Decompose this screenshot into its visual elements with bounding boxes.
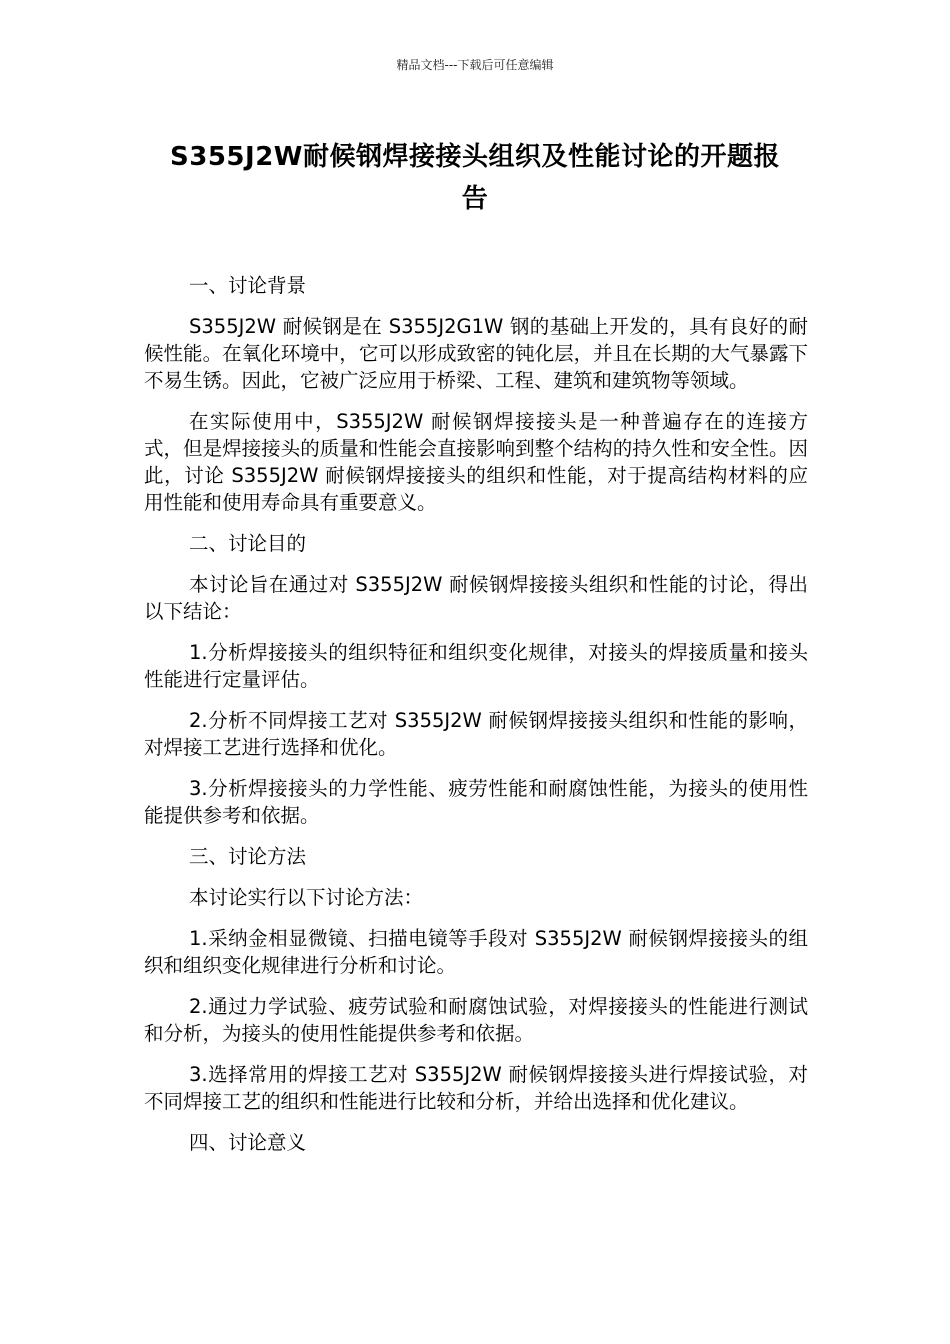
list-item: 3.分析焊接接头的力学性能、疲劳性能和耐腐蚀性能，为接头的使用性能提供参考和依据。 <box>144 777 808 827</box>
document-body <box>144 272 808 1170</box>
document-title <box>140 136 810 220</box>
paragraph: 在实际使用中，S355J2W 耐候钢焊接接头是一种普遍存在的连接方式，但是焊接接头的质量和性能会直接影响到整个结构的持久性和安全性。因此，讨论 S355J2W 耐候钢焊接接头的组织和性能，对于提高结构材料的应用性能和使用寿命具有重要意义。 <box>144 410 808 514</box>
section-heading-method: 三、讨论方法 <box>189 845 307 868</box>
list-item: 2.通过力学试验、疲劳试验和耐腐蚀试验，对焊接接头的性能进行测试和分析，为接头的使用性能提供参考和依据。 <box>144 995 808 1045</box>
section-heading-significance: 四、讨论意义 <box>189 1131 307 1154</box>
list-item: 1.分析焊接接头的组织特征和组织变化规律，对接头的焊接质量和接头性能进行定量评估。 <box>144 641 808 691</box>
list-item: 3.选择常用的焊接工艺对 S355J2W 耐候钢焊接接头进行焊接试验，对不同焊接工艺的组织和性能进行比较和分析，并给出选择和优化建议。 <box>144 1063 808 1113</box>
paragraph: 本讨论旨在通过对 S355J2W 耐候钢焊接接头组织和性能的讨论，得出以下结论： <box>144 573 808 623</box>
paragraph: S355J2W 耐候钢是在 S355J2G1W 钢的基础上开发的，具有良好的耐候性能。在氧化环境中，它可以形成致密的钝化层，并且在长期的大气暴露下不易生锈。因此，它被广泛应用于桥梁、工程、建筑和建筑物等领域。 <box>144 315 808 392</box>
paragraph: 本讨论实行以下讨论方法： <box>189 886 424 909</box>
section-heading-purpose: 二、讨论目的 <box>189 532 307 555</box>
header-note: 精品文档---下载后可任意编辑 <box>396 58 554 72</box>
title-line-1: S355J2W耐候钢焊接接头组织及性能讨论的开题报 <box>170 142 780 172</box>
title-line-2: 告 <box>461 184 489 214</box>
section-heading-background: 一、讨论背景 <box>189 274 307 297</box>
list-item: 2.分析不同焊接工艺对 S355J2W 耐候钢焊接接头组织和性能的影响，对焊接工艺进行选择和优化。 <box>144 709 808 759</box>
list-item: 1.采纳金相显微镜、扫描电镜等手段对 S355J2W 耐候钢焊接接头的组织和组织变化规律进行分析和讨论。 <box>144 927 808 977</box>
